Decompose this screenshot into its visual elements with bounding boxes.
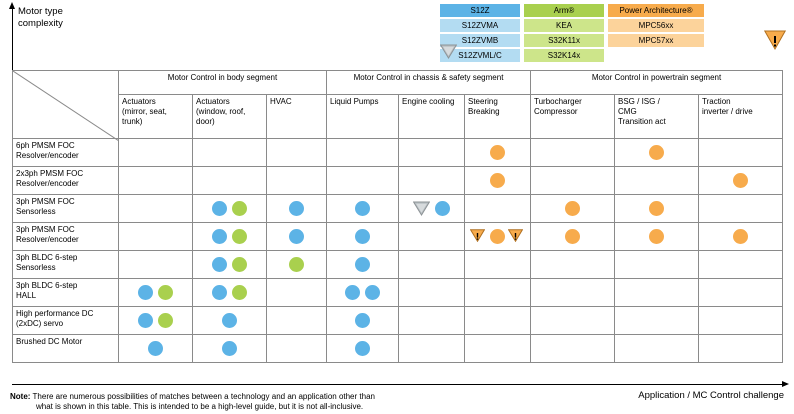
row-header-3ph-bldc-6-step-sensorless (13, 251, 119, 279)
table-row (13, 167, 783, 195)
matrix-cell (119, 251, 193, 279)
row-header-high-performance-dc-servo (13, 307, 119, 335)
matrix-cell (531, 279, 615, 307)
matrix-cell (267, 335, 327, 363)
matrix-cell (615, 167, 699, 195)
matrix-cell (119, 195, 193, 223)
matrix-cell (699, 335, 783, 363)
col-head-line: trunk) (122, 117, 143, 126)
table-row (13, 195, 783, 223)
legend-item-kea: KEA (524, 19, 604, 32)
col-head-line: Transition act (618, 117, 666, 126)
x-axis-label: Application / MC Control challenge (638, 390, 784, 401)
legend-warning-mark (764, 30, 790, 52)
matrix-cell (119, 279, 193, 307)
row-head-line: High performance DC (16, 309, 94, 318)
column-header-engine-cooling (399, 95, 465, 139)
y-axis-label (18, 6, 63, 30)
marker-dot-green (232, 285, 247, 300)
matrix-cell (399, 251, 465, 279)
legend-header-s12z: S12Z (440, 4, 520, 17)
table-row (13, 139, 783, 167)
legend-item-mpc57xx: MPC57xx (608, 34, 704, 47)
matrix-cell (399, 139, 465, 167)
matrix-cell (119, 139, 193, 167)
matrix-cell (119, 335, 193, 363)
matrix-cell (465, 335, 531, 363)
legend-item-s12zvma: S12ZVMA (440, 19, 520, 32)
footnote (10, 392, 490, 412)
matrix-cell (327, 167, 399, 195)
col-head-line: door) (196, 117, 215, 126)
marker-dot-orange (649, 201, 664, 216)
row-head-line: 3ph PMSM FOC (16, 197, 75, 206)
legend-item-s32k14x: S32K14x (524, 49, 604, 62)
marker-dot-orange (733, 229, 748, 244)
matrix-cell (193, 195, 267, 223)
matrix-cell (399, 167, 465, 195)
footnote-line2: what is shown in this table. This is intended to be a high-level guide, but it is not all-inclusive. (36, 402, 364, 411)
marker-dot-blue (222, 341, 237, 356)
matrix-cell (699, 195, 783, 223)
matrix-cell (399, 279, 465, 307)
matrix-cell (699, 223, 783, 251)
matrix-cell (699, 279, 783, 307)
legend-header-power-architecture: Power Architecture® (608, 4, 704, 17)
table-row (13, 251, 783, 279)
marker-dot-orange (649, 145, 664, 160)
table-row (13, 279, 783, 307)
matrix-cell (267, 223, 327, 251)
corner-diagonal-cell (13, 71, 119, 139)
col-head-line: Actuators (196, 97, 230, 106)
legend-header-arm: Arm® (524, 4, 604, 17)
matrix-cell (615, 251, 699, 279)
marker-dot-orange (733, 173, 748, 188)
segment-header-body: Motor Control in body segment (119, 71, 327, 95)
marker-dot-blue (289, 201, 304, 216)
matrix-cell (531, 167, 615, 195)
matrix-cell (193, 279, 267, 307)
column-header-row (13, 95, 783, 139)
warning-triangle-icon (470, 229, 487, 244)
matrix-cell (399, 335, 465, 363)
marker-dot-blue (355, 341, 370, 356)
marker-dot-blue (138, 285, 153, 300)
matrix-cell (615, 139, 699, 167)
matrix-cell (193, 307, 267, 335)
column-header-liquid-pumps (327, 95, 399, 139)
marker-dot-orange (565, 201, 580, 216)
row-header-brushed-dc-motor (13, 335, 119, 363)
row-head-line: Sensorless (16, 263, 56, 272)
col-head-line: Traction (702, 97, 731, 106)
marker-dot-green (289, 257, 304, 272)
column-header-traction-inverter-drive (699, 95, 783, 139)
legend-item-mpc56xx: MPC56xx (608, 19, 704, 32)
matrix-cell (531, 223, 615, 251)
matrix-cell (465, 167, 531, 195)
col-head-line: Turbocharger (534, 97, 582, 106)
col-head-line: CMG (618, 107, 637, 116)
segment-header-row (13, 71, 783, 95)
marker-dot-green (232, 201, 247, 216)
row-head-line: Resolver/encoder (16, 179, 79, 188)
marker-dot-blue (345, 285, 360, 300)
marker-dot-blue (138, 313, 153, 328)
legend-item-s32k11x: S32K11x (524, 34, 604, 47)
column-header-actuators-window-roof-door (193, 95, 267, 139)
marker-dot-blue (222, 313, 237, 328)
matrix-cell (267, 279, 327, 307)
legend (440, 4, 704, 62)
row-head-line: 3ph BLDC 6-step (16, 253, 78, 262)
marker-dot-blue (435, 201, 450, 216)
matrix-cell (699, 139, 783, 167)
marker-dot-blue (355, 313, 370, 328)
matrix-cell (465, 195, 531, 223)
marker-dot-blue (355, 201, 370, 216)
row-header-3ph-pmsm-foc-resolver-encoder (13, 223, 119, 251)
column-header-bsg-isg-cmg (615, 95, 699, 139)
matrix-cell (615, 279, 699, 307)
col-head-line: Actuators (122, 97, 156, 106)
matrix-cell (399, 223, 465, 251)
row-head-line: 3ph PMSM FOC (16, 225, 75, 234)
marker-dot-blue (212, 285, 227, 300)
matrix-cell (531, 195, 615, 223)
matrix-cell (267, 195, 327, 223)
row-head-line: Sensorless (16, 207, 56, 216)
column-header-steering-breaking (465, 95, 531, 139)
matrix-cell (193, 139, 267, 167)
matrix-cell (119, 307, 193, 335)
row-head-line: 3ph BLDC 6-step (16, 281, 78, 290)
col-head-line: Steering (468, 97, 498, 106)
col-head-line: (mirror, seat, (122, 107, 167, 116)
row-head-line: Brushed DC Motor (16, 337, 83, 346)
segment-header-powertrain: Motor Control in powertrain segment (531, 71, 783, 95)
matrix-cell (699, 251, 783, 279)
legend-column-arm (524, 4, 604, 62)
segment-header-chassis-safety: Motor Control in chassis & safety segment (327, 71, 531, 95)
matrix-cell (193, 251, 267, 279)
matrix-cell (327, 251, 399, 279)
col-head-line: inverter / drive (702, 107, 753, 116)
y-axis-label-line1: Motor type (18, 6, 63, 17)
marker-dot-blue (355, 229, 370, 244)
marker-dot-green (158, 285, 173, 300)
marker-dot-orange (565, 229, 580, 244)
marker-dot-orange (490, 229, 505, 244)
row-head-line: HALL (16, 291, 37, 300)
matrix-cell (615, 335, 699, 363)
col-head-line: HVAC (270, 97, 292, 106)
matrix-cell (119, 223, 193, 251)
table-row (13, 307, 783, 335)
column-header-turbocharger-compressor (531, 95, 615, 139)
legend-column-power-architecture (608, 4, 704, 47)
gray-triangle-icon (413, 201, 430, 216)
row-head-line: 6ph PMSM FOC (16, 141, 75, 150)
matrix-cell (193, 335, 267, 363)
matrix-cell (267, 167, 327, 195)
table-row (13, 335, 783, 363)
marker-dot-orange (649, 229, 664, 244)
marker-dot-blue (148, 341, 163, 356)
column-header-hvac (267, 95, 327, 139)
matrix-cell (699, 167, 783, 195)
matrix-cell (267, 251, 327, 279)
matrix-cell (465, 139, 531, 167)
marker-dot-blue (289, 229, 304, 244)
row-head-line: Resolver/encoder (16, 151, 79, 160)
marker-dot-green (232, 229, 247, 244)
matrix-cell (267, 139, 327, 167)
row-header-6ph-pmsm-foc-resolver-encoder (13, 139, 119, 167)
matrix-cell (399, 307, 465, 335)
warning-triangle-icon (508, 229, 525, 244)
col-head-line: Compressor (534, 107, 578, 116)
marker-dot-blue (365, 285, 380, 300)
col-head-line: (window, roof, (196, 107, 246, 116)
row-header-3ph-pmsm-foc-sensorless (13, 195, 119, 223)
matrix-cell (699, 307, 783, 335)
x-axis-arrow (12, 384, 782, 385)
matrix-cell (267, 307, 327, 335)
row-head-line: Resolver/encoder (16, 235, 79, 244)
col-head-line: Breaking (468, 107, 500, 116)
matrix-cell (531, 251, 615, 279)
matrix-cell (465, 251, 531, 279)
marker-dot-blue (212, 229, 227, 244)
marker-dot-orange (490, 173, 505, 188)
y-axis-arrow (12, 8, 13, 70)
matrix-cell (531, 139, 615, 167)
matrix-cell (531, 307, 615, 335)
legend-item-s12zvmb: S12ZVMB (440, 34, 520, 47)
col-head-line: Liquid Pumps (330, 97, 379, 106)
marker-dot-blue (212, 257, 227, 272)
matrix-cell (193, 167, 267, 195)
legend-item-s12zvml-c: S12ZVML/C (440, 49, 520, 62)
footnote-label: Note: (10, 392, 31, 401)
marker-dot-blue (355, 257, 370, 272)
col-head-line: BSG / ISG / (618, 97, 660, 106)
column-header-actuators-mirror-seat-trunk (119, 95, 193, 139)
matrix-cell (399, 195, 465, 223)
matrix-cell (193, 223, 267, 251)
matrix-cell (327, 139, 399, 167)
matrix-cell (465, 307, 531, 335)
col-head-line: Engine cooling (402, 97, 455, 106)
footnote-line1: There are numerous possibilities of matches between a technology and an application other than (32, 392, 375, 401)
marker-dot-orange (490, 145, 505, 160)
marker-dot-green (158, 313, 173, 328)
matrix-cell (327, 307, 399, 335)
table-row (13, 223, 783, 251)
row-head-line: 2x3ph PMSM FOC (16, 169, 84, 178)
motor-control-matrix (12, 70, 783, 363)
matrix-cell (327, 279, 399, 307)
row-header-3ph-bldc-6-step-hall (13, 279, 119, 307)
matrix-cell (531, 335, 615, 363)
matrix-cell (327, 223, 399, 251)
gray-triangle-icon (440, 44, 457, 59)
marker-dot-green (232, 257, 247, 272)
matrix-cell (327, 195, 399, 223)
matrix-cell (327, 335, 399, 363)
matrix-cell (615, 223, 699, 251)
marker-dot-blue (212, 201, 227, 216)
matrix-cell (465, 279, 531, 307)
matrix-cell (615, 195, 699, 223)
row-head-line: (2xDC) servo (16, 319, 64, 328)
y-axis-label-line2: complexity (18, 18, 63, 29)
row-header-2x3ph-pmsm-foc-resolver-encoder (13, 167, 119, 195)
matrix-cell (465, 223, 531, 251)
matrix-cell (615, 307, 699, 335)
matrix-cell (119, 167, 193, 195)
